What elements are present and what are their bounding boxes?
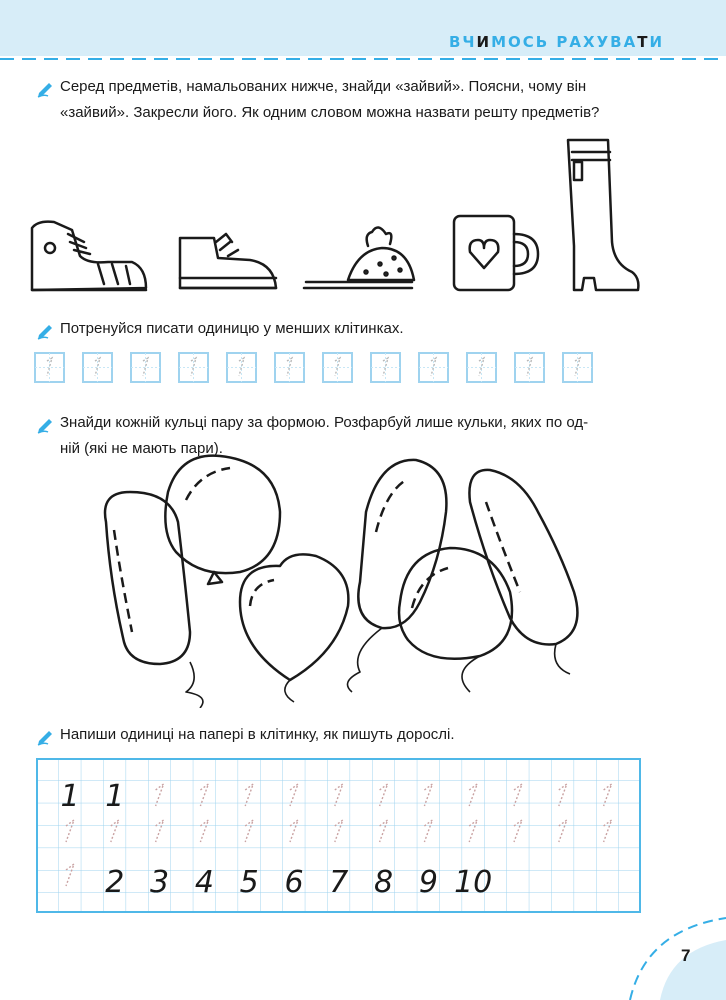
digit-2: 2 — [105, 865, 125, 900]
digit-4: 4 — [194, 865, 214, 900]
slipper-icon — [304, 227, 414, 288]
section-title: ВЧИМОСЬ РАХУВАТИ — [448, 33, 664, 51]
digit-5: 5 — [239, 865, 259, 900]
items-illustration — [28, 138, 648, 300]
balloon-long-middle[interactable] — [358, 460, 446, 628]
task-3-line-1: Знайди кожній кульці пару за формою. Розфарбуй лише кульки, яких по од- — [60, 414, 589, 431]
task-3-line-2: ній (які не мають пари). — [60, 440, 223, 457]
small-cell[interactable] — [418, 352, 449, 383]
pencil-icon — [36, 726, 56, 746]
tall-boot-icon — [568, 140, 638, 290]
balloon-heart[interactable] — [240, 554, 348, 680]
task-1-line-1: Серед предметів, намальованих нижче, знайди «зайвий». Поясни, чому він — [60, 78, 587, 95]
boot-icon — [180, 234, 276, 288]
small-cell[interactable] — [130, 352, 161, 383]
small-cell[interactable] — [226, 352, 257, 383]
task-1 — [36, 74, 656, 126]
small-cell[interactable] — [82, 352, 113, 383]
digit-10: 10 — [454, 865, 493, 900]
page-number: 7 — [681, 946, 691, 965]
digit-7: 7 — [329, 865, 349, 900]
small-cell[interactable] — [274, 352, 305, 383]
pencil-icon — [36, 414, 56, 434]
digit-1: 1 — [105, 779, 125, 814]
balloon-long-right[interactable] — [469, 470, 577, 645]
small-cell[interactable] — [34, 352, 65, 383]
digit-8: 8 — [374, 865, 394, 900]
writing-grid[interactable] — [36, 758, 641, 913]
balloon-long-left[interactable] — [105, 492, 190, 664]
task-2-text: Потренуйся писати одиницю у менших клітинках. — [60, 320, 404, 337]
sneaker-icon — [32, 222, 146, 290]
balloon-round-right[interactable] — [399, 548, 512, 659]
mug-icon — [454, 216, 538, 290]
header-dashed-line — [0, 56, 726, 62]
small-cell[interactable] — [514, 352, 545, 383]
digit-1: 1 — [60, 779, 80, 814]
small-cell[interactable] — [178, 352, 209, 383]
digit-3: 3 — [150, 865, 170, 900]
small-cell[interactable] — [562, 352, 593, 383]
small-cell[interactable] — [370, 352, 401, 383]
task-4-text: Напиши одиниці на папері в клітинку, як пишуть дорослі. — [60, 726, 455, 743]
pencil-icon — [36, 320, 56, 340]
pencil-icon — [36, 78, 56, 98]
task-1-line-2: «зайвий». Закресли його. Як одним словом можна назвати решту предметів? — [60, 104, 600, 121]
small-cell[interactable] — [466, 352, 497, 383]
corner-decoration — [610, 900, 726, 1000]
small-cell[interactable] — [322, 352, 353, 383]
digit-9: 9 — [418, 865, 438, 900]
balloons-illustration — [90, 452, 590, 708]
task-2 — [36, 316, 656, 342]
task-4 — [36, 722, 656, 748]
digit-6: 6 — [284, 865, 304, 900]
